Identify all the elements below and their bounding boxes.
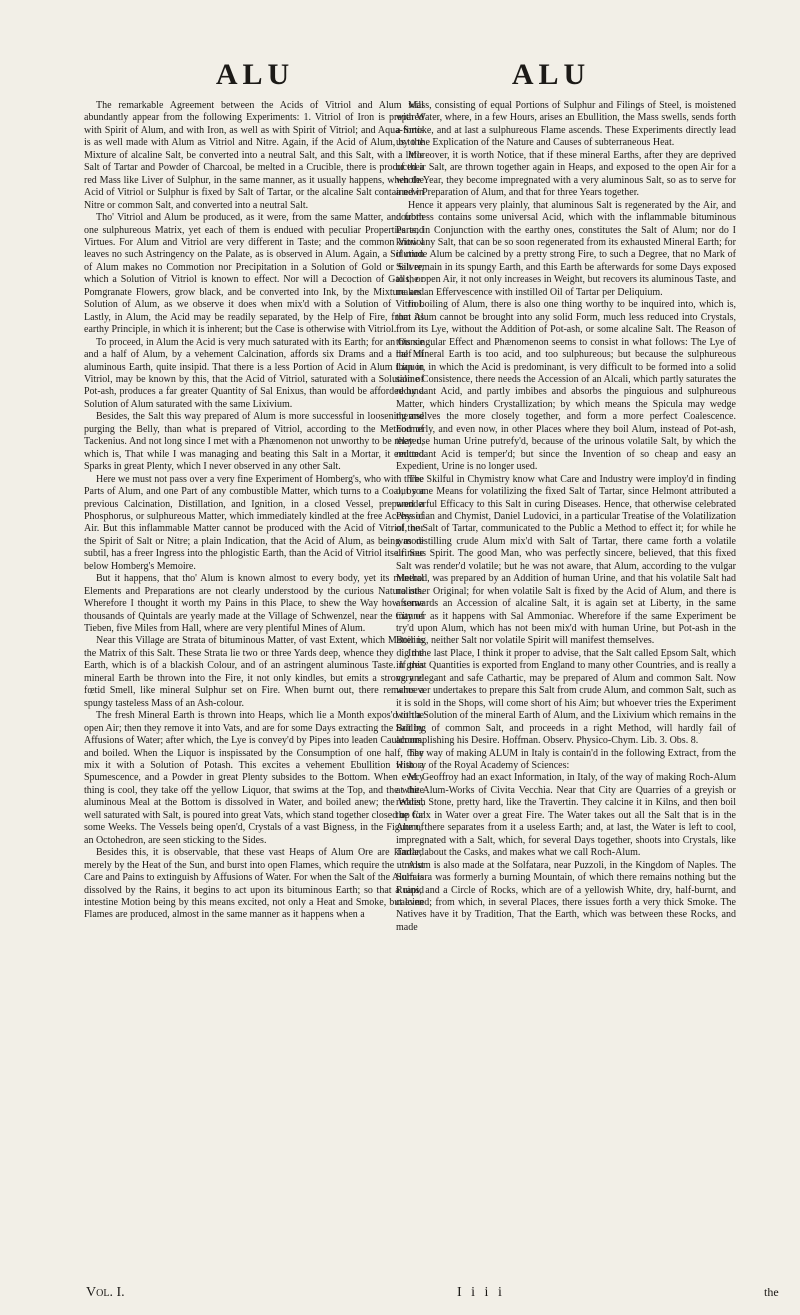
paragraph: To proceed, in Alum the Acid is very much saturated with its Earth; for an Ounce and a half of Alum, by a vehement Calcination, affords six Drams and a half of aluminous Earth, quite insipid. That there is a less Portion of Acid in Alum than in Vitriol, may be known by this, that the Acid of Vitriol, saturated with a Solution of Pot-ash, produces a far greater Quantity of Sal Enixus, than would be afforded by a Solution of Alum saturated with the same Lixivium. xyxy=(84,336,424,410)
paragraph: Moreover, it is worth Notice, that if these mineral Earths, after they are deprived of their Salt, are thrown together again in Heaps, and exposed to the open Air for a whole Year, they become impregnated with a very aluminous Salt, so as to serve for a new Preparation of Alum, and that for three Years together. xyxy=(396,149,736,199)
paragraph: M. Geoffroy had an exact Information, in Italy, of the way of making Roch-Alum at the Alum-Works of Civita Vecchia. Near that City are Quarries of a greyish or reddish Stone, pretty hard, like the Travertin. They calcine it in Kilns, and then boil the Calx in Water over a great Fire. The Water takes out all the Salt that is in the Alum, there separates from it a useless Earth; and, at last, the Water is left to cool, impregnated with a Salt, which, for several Days together, shoots into Crystals, like Tartar, about the Casks, and makes what we call Roch-Alum. xyxy=(396,772,736,859)
paragraph: Hence it appears very plainly, that aluminous Salt is regenerated by the Air, and doubtless contains some universal Acid, which with the inflammable bituminous Parts, in Conjunction with the earthy ones, constitutes the Salt of Alum; nor do I know any Salt, that can be so soon regenerated from its exhausted Mineral Earth; for if crude Alum be calcined by a pretty strong Fire, to such a Degree, that no Mark of Salt remain in its spungy Earth, and this Earth be afterwards for some Days exposed to the open Air, it not only increases in Weight, but recovers its aluminous Taste, and makes an Effervescence with instilled Oil of Tartar per Deliquium. xyxy=(396,199,736,298)
left-column xyxy=(84,100,424,922)
paragraph: The remarkable Agreement between the Acids of Vitriol and Alum will abundantly appear from the following Experiments: 1. Vitriol of Iron is prepared with Spirit of Alum, and with Iron, as well as with Spirit of Vitriol; and Aqua-fortis is as well made with Alum as Vitriol and Nitre. Again, if the Acid of Alum, by the Mixture of alcaline Salt, be converted into a neutral Salt, and this Salt, with a little Salt of Tartar and Powder of Charcoal, be melted in a Crucible, there is produced a red Mass like Liver of Sulphur, in the same manner, as it usually happens, when the Acid of Vitriol or Sulphur is fixed by Salt of Tartar, or the alcaline Salt contained in Nitre or common Salt, and converted into a neutral Salt. xyxy=(84,100,424,211)
paragraph: Alum is also made at the Solfatara, near Puzzoli, in the Kingdom of Naples. The Solfatara was formerly a burning Mountain, of which there remains nothing but the Ruins, and a Circle of Rocks, which are of a yellowish White, dry, half-burnt, and calcined; from which, in several Places, there issues forth a very thick Smoke. The Natives have it by Tradition, That the Earth, which was between these Rocks, and made xyxy=(396,859,736,933)
paragraph: But it happens, that tho' Alum is known almost to every body, yet its mineral Elements and Preparations are not clearly understood by the curious Naturalists. Wherefore I thought it worth my Pains in this Place, to shew the Way how some thousands of Quintals are yearly made at the Village of Schwenzel, near the City of Tieben, five Miles from Hall, where are very plentiful Mines of Alum. xyxy=(84,573,424,635)
paragraph: The Skilful in Chymistry know what Care and Industry were imploy'd in finding out some Means for volatilizing the fixed Salt of Tartar, since Helmont attributed a wonderful Efficacy to this Salt in curing Diseases. Hence, that otherwise celebrated Physician and Chymist, Daniel Ludovici, in a particular Treatise of the Volatilization of the Salt of Tartar, communicated to the Public a Method to effect it; for while he was distilling crude Alum mix'd with Salt of Tartar, there came forth a volatile urinous Spirit. The good Man, who was perfectly sincere, believed, that this fixed Salt was render'd volatile; but he was not aware, that Alum, according to the vulgar Method, was prepared by an Addition of human Urine, and that his volatile Salt had no other Original; for when volatile Salt is fixed by the Acid of Alum, and there is afterwards an Accession of alcaline Salt, it is again set at Liberty, in the same manner as it happens with Sal Ammoniac. Wherefore if the same Experiment be try'd upon Alum, which has not been mix'd with human Urine, but Pot-ash in the Boiling, neither Salt nor volatile Spirit will manifest themselves. xyxy=(396,473,736,647)
paragraph: In boiling of Alum, there is also one thing worthy to be inquired into, which is, that Alum cannot be brought into any solid Form, much less reduced into Crystals, from its Lye, without the Addition of Pot-ash, or some alcaline Salt. The Reason of this singular Effect and Phænomenon seems to consist in what follows: The Lye of the Mineral Earth is too acid, and too sulphureous; but because the sulphureous Liquor, in which the Acid is predominant, is very difficult to be formed into a solid saline Consistence, there needs the Accession of an Alcali, which partly saturates the redundant Acid, and partly imbibes and absorbs the pinguious and sulphureous Matter, which hinders Crystallization; by which means the Spicula may wedge themselves the more closely together, and form a more perfect Coalescence. Formerly, and even now, in other Places where they boil Alum, instead of Pot-ash, they use human Urine putrefy'd, because of the urinous volatile Salt, by which the redundant Acid is temper'd; but since the Invention of so cheap and easy an Expedient, Urine is no longer used. xyxy=(396,299,736,473)
paragraph: Near this Village are Strata of bituminous Matter, of vast Extent, which Matter is the Matrix of this Salt. These Strata lie two or three Yards deep, whence they dig the Earth, which is of a blackish Colour, and of an astringent aluminous Taste. If this mineral Earth be thrown into the Fire, it not only kindles, but emits a strong and fœtid Smell, like mineral Sulphur set on Fire. When burnt out, there remains a spungy tasteless Mass of an Ash-colour. xyxy=(84,635,424,709)
paragraph: The way of making ALUM in Italy is contain'd in the following Extract, from the History of the Royal Academy of Sciences: xyxy=(396,747,736,772)
right-column xyxy=(396,100,736,934)
paragraph: Besides, the Salt this way prepared of Alum is more successful in loosening and purging the Belly, than what is prepared of Vitriol, according to the Method of Tackenius. And not long since I met with a Phænomenon not unworthy to be related, which is, That while I was managing and beating this Salt in a Mortar, it emitted Sparks in great Plenty, which I never observed in any other Salt. xyxy=(84,411,424,473)
running-head-right: ALU xyxy=(511,58,591,91)
paragraph: Mass, consisting of equal Portions of Sulphur and Filings of Steel, is moistened with Water, where, in a few Hours, arises an Ebullition, the Mass swells, sends forth a Smoke, and at last a sulphureous Flame ascends. These Experiments directly lead us to the Explication of the Nature and Causes of subterraneous Heat. xyxy=(396,100,736,149)
volume-number: Vol. I. xyxy=(86,1285,125,1300)
paragraph: Tho' Vitriol and Alum be produced, as it were, from the same Matter, and from one sulphureous Matrix, yet each of them is endued with peculiar Properties and Virtues. For Alum and Vitriol are very different in Taste; and the common Vitriol leaves no such Astringency on the Palate, as is observed in Alum. Again, a Solution of Alum makes no Commotion nor Precipitation in a Solution of Gold or Silver, which a Solution of Vitriol is known to effect. Nor will a Decoction of Galls, or Pomgranate Flowers, grow black, and be converted into Ink, by the Mixture and Solution of Alum, as we observe it does when mix'd with a Solution of Vitriol. Lastly, in Alum, the Acid may be readily separated, by the Help of Fire, from its earthy Principle, in which it is inherent; but the Case is otherwise with Vitriol. xyxy=(84,212,424,336)
paragraph: The fresh Mineral Earth is thrown into Heaps, which lie a Month expos'd to the open Air; then they remove it into Vats, and are for some Days extracting the Salt by Affusions of Water; after which, the Lye is convey'd by Pipes into leaden Cauldrons, and boiled. When the Liquor is inspissated by the Consumption of one half, they mix it with a Solution of Potash. This excites a vehement Ebullition with a Spumescence, and a Powder in great Plenty subsides to the Bottom. When every thing is cool, they take off the yellow Liquor, that swims at the Top, and the white aluminous Meal at the Bottom is dissolved in Water, and boiled anew; the Water, well saturated with Salt, is poured into great Vats, which stand together closed up for some Weeks. The Vessels being open'd, Crystals of a vast Bigness, in the Figure of an Octohedron, are seen sticking to the Sides. xyxy=(84,710,424,846)
running-head-left: ALU xyxy=(215,58,295,91)
signature-mark: I i i i xyxy=(457,1285,505,1300)
paragraph: Besides this, it is observable, that these vast Heaps of Alum Ore are kindled merely by the Heat of the Sun, and burst into open Flames, which require the utmost Care and Pains to extinguish by Affusions of Water. For when the Salt of the Alum is dissolved by the Rains, it begins to act upon its bituminous Earth; so that a rapid intestine Motion being by this means excited, not only a Heat and Smoke, but even Flames are produced, almost in the same manner as it happens when a xyxy=(84,847,424,921)
paragraph: Here we must not pass over a very fine Experiment of Homberg's, who with three Parts of Alum, and one Part of any combustible Matter, which turns to a Coal, by a previous Calcination, Distillation, and Ignition, in a closed Vessel, prepared a Phosphorus, or sulphureous Matter, which immediately kindled at the free Access of Air. But this inflammable Matter cannot be produced with the Acid of Vitriol, nor the Spirit of Salt or Nitre; a plain Indication, that the Acid of Alum, as being more subtil, has a freer Ingress into the phlogistic Earth, than the Acid of Vitriol itself. See below Homberg's Memoire. xyxy=(84,473,424,572)
paragraph: In the last Place, I think it proper to advise, that the Salt called Epsom Salt, which in great Quantities is exported from England to many other Countries, and is really a very elegant and safe Cathartic, may be prepared of Alum and common Salt. Now whoever undertakes to prepare this Salt from crude Alum, and common Salt, such as it is sold in the Shops, will come short of his Aim; but whoever tries the Experiment with a Solution of the mineral Earth of Alum, and the Lixivium which remains in the Boiling of common Salt, and proceeds in a right Method, will hardly fail of accomplishing his Desire. Hoffman. Observ. Physico-Chym. Lib. 3. Obs. 8. xyxy=(396,647,736,747)
catchword: the xyxy=(764,1285,779,1299)
